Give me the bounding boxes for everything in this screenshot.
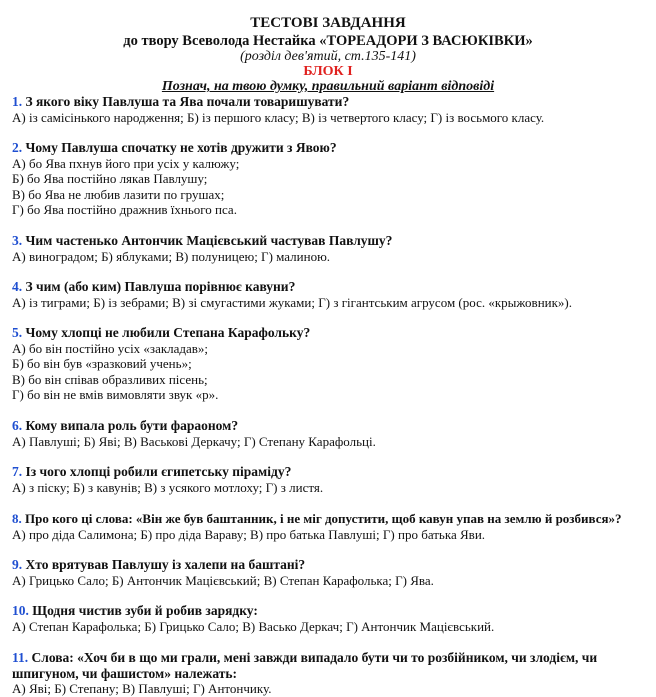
- question-heading: [12, 140, 652, 156]
- question-number: 9.: [12, 557, 23, 572]
- question-5: [12, 325, 652, 403]
- question-heading: [12, 418, 652, 434]
- answer-option: В) бо він співав образливих пісень;: [12, 371, 208, 387]
- question-6: [12, 418, 652, 449]
- section-reference: (розділ дев'ятий, ст.135-141): [240, 49, 416, 64]
- question-8: [12, 511, 652, 542]
- question-number: 3.: [12, 233, 23, 248]
- question-1: [12, 94, 652, 125]
- answer-options: А) Грицько Сало; Б) Антончик Мацієвський; В) Степан Карафолька; Г) Ява.: [12, 572, 434, 588]
- question-10: [12, 603, 652, 634]
- answer-options: А) про діда Салимона; Б) про діда Вараву; В) про батька Павлуші; Г) про батька Яви.: [12, 526, 486, 542]
- question-heading: [12, 464, 652, 480]
- answer-option: Г) бо Ява постійно дражнив їхнього пса.: [12, 202, 237, 218]
- question-number: 4.: [12, 279, 23, 294]
- question-number: 2.: [12, 140, 23, 155]
- question-number: 6.: [12, 418, 23, 433]
- question-text: Кому випала роль бути фараоном?: [25, 418, 239, 433]
- answer-options: А) Степан Карафолька; Б) Грицько Сало; В) Васько Деркач; Г) Антончик Мацієвський.: [12, 618, 495, 634]
- question-heading: [12, 511, 652, 527]
- question-9: [12, 557, 652, 588]
- question-text: Про кого ці слова: «Він же був баштанник, і не міг допустити, щоб кавун упав на землю й розбився»?: [25, 511, 622, 526]
- question-3: [12, 233, 652, 264]
- answer-options: А) Яві; Б) Степану; В) Павлуші; Г) Антончику.: [12, 681, 272, 697]
- question-number: 10.: [12, 603, 29, 618]
- answer-options: А) Павлуші; Б) Яві; В) Васькові Деркачу; Г) Степану Карафольці.: [12, 433, 376, 449]
- instruction-text: Познач, на твою думку, правильний варіант відповіді: [161, 79, 495, 94]
- question-heading: [12, 603, 652, 619]
- question-text: Із чого хлопці робили єгипетську піраміду?: [25, 464, 292, 479]
- question-7: [12, 464, 652, 495]
- question-text: Чому хлопці не любили Степана Карафольку?: [25, 325, 311, 340]
- question-heading: [12, 325, 652, 341]
- document-title: ТЕСТОВІ ЗАВДАННЯ: [250, 15, 406, 31]
- question-text: Хто врятував Павлушу із халепи на баштані?: [25, 557, 306, 572]
- answer-options: А) з піску; Б) з кавунів; В) з усякого мотлоху; Г) з листя.: [12, 479, 324, 495]
- answer-options: А) виноградом; Б) яблуками; В) полуницею; Г) малиною.: [12, 248, 331, 264]
- question-text: З чим (або ким) Павлуша порівнює кавуни?: [25, 279, 296, 294]
- question-text: Слова: «Хоч би в що ми грали, мені завжди випадало бути чи то розбійником, чи злодієм, чи шпигуном, чи фашистом» належать:: [12, 650, 598, 681]
- question-heading: [12, 279, 652, 295]
- block-label: БЛОК І: [303, 64, 353, 79]
- question-number: 8.: [12, 511, 22, 526]
- answer-options: А) із самісінького народження; Б) із першого класу; В) із четвертого класу; Г) із восьмого класу.: [12, 109, 545, 125]
- question-heading: [12, 650, 652, 681]
- answer-option: Г) бо він не вмів вимовляти звук «р».: [12, 387, 219, 403]
- question-number: 11.: [12, 650, 29, 665]
- answer-options: А) із тиграми; Б) із зебрами; В) зі смугастими жуками; Г) з гігантським агрусом (рос. «крыжовник»).: [12, 294, 573, 310]
- answer-option: А) бо він постійно усіх «закладав»;: [12, 340, 209, 356]
- question-number: 1.: [12, 94, 23, 109]
- question-number: 7.: [12, 464, 23, 479]
- question-text: Щодня чистив зуби й робив зарядку:: [32, 603, 258, 618]
- answer-option: В) бо Ява не любив лазити по грушах;: [12, 186, 225, 202]
- document-subtitle: до твору Всеволода Нестайка «ТОРЕАДОРИ З ВАСЮКІВКИ»: [123, 33, 533, 49]
- question-heading: [12, 233, 652, 249]
- question-text: З якого віку Павлуша та Ява почали товаришувати?: [25, 94, 350, 109]
- answer-option: Б) бо Ява постійно лякав Павлушу;: [12, 171, 208, 187]
- answer-option: Б) бо він був «зразковий учень»;: [12, 356, 192, 372]
- answer-option: А) бо Ява пхнув його при усіх у калюжу;: [12, 155, 240, 171]
- question-text: Чому Павлуша спочатку не хотів дружити з Явою?: [25, 140, 337, 155]
- question-2: [12, 140, 652, 218]
- question-11: [12, 650, 652, 697]
- question-number: 5.: [12, 325, 23, 340]
- question-heading: [12, 94, 652, 110]
- question-heading: [12, 557, 652, 573]
- question-text: Чим частенько Антончик Мацієвський частував Павлушу?: [25, 233, 393, 248]
- question-4: [12, 279, 652, 310]
